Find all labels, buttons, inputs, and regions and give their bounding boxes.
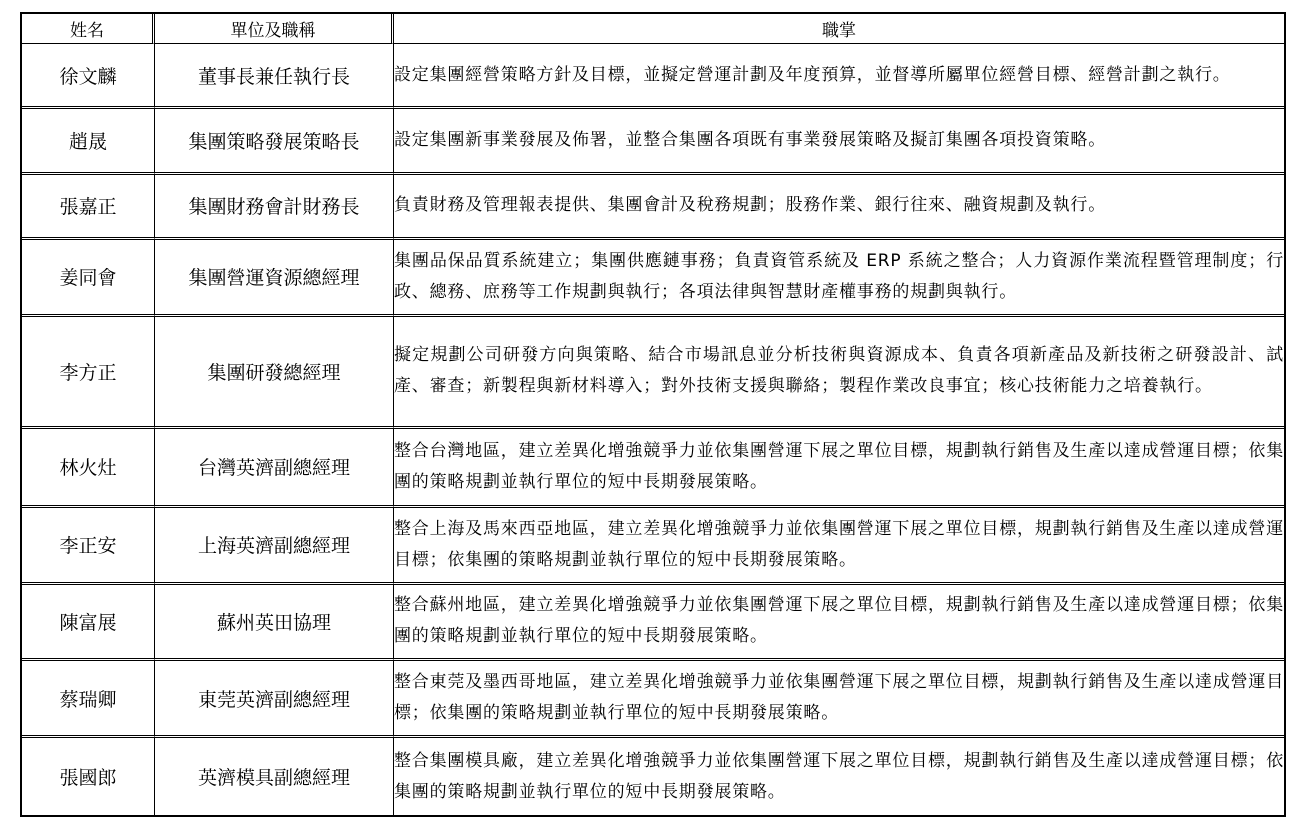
table-row [22,738,1284,815]
cell-title: 東莞英濟副總經理 [155,661,394,738]
table-row [22,175,1284,240]
cell-title: 集團研發總經理 [155,317,394,429]
duties-table [22,14,1284,815]
cell-name: 蔡瑞卿 [22,661,155,738]
cell-duty: 擬定規劃公司研發方向與策略、結合市場訊息並分析技術與資源成本、負責各項新產品及新技術之研發設計、試產、審查；新製程與新材料導入；對外技術支援與聯絡；製程作業改良事宜；核心技術能力之培養執行。 [394,317,1284,429]
table-row [22,661,1284,738]
table-row [22,44,1284,109]
cell-duty: 設定集團經營策略方針及目標，並擬定營運計劃及年度預算，並督導所屬單位經營目標、經營計劃之執行。 [394,44,1284,109]
cell-duty: 整合東莞及墨西哥地區，建立差異化增強競爭力並依集團營運下展之單位目標，規劃執行銷售及生產以達成營運目標；依集團的策略規劃並執行單位的短中長期發展策略。 [394,661,1284,738]
cell-title: 集團財務會計財務長 [155,175,394,240]
header-name: 姓名 [22,14,155,44]
cell-name: 李方正 [22,317,155,429]
table-row [22,429,1284,508]
cell-name: 張嘉正 [22,175,155,240]
cell-title: 英濟模具副總經理 [155,738,394,815]
cell-name: 陳富展 [22,585,155,662]
cell-duty: 集團品保品質系統建立；集團供應鏈事務；負責資管系統及 ERP 系統之整合；人力資源作業流程暨管理制度；行政、總務、庶務等工作規劃與執行；各項法律與智慧財產權事務的規劃與執行。 [394,240,1284,317]
table-row [22,240,1284,317]
cell-title: 上海英濟副總經理 [155,508,394,585]
table-row [22,585,1284,662]
table-row [22,109,1284,174]
cell-duty: 整合台灣地區，建立差異化增強競爭力並依集團營運下展之單位目標，規劃執行銷售及生產以達成營運目標；依集團的策略規劃並執行單位的短中長期發展策略。 [394,429,1284,508]
table-row [22,508,1284,585]
cell-title: 董事長兼任執行長 [155,44,394,109]
cell-title: 蘇州英田協理 [155,585,394,662]
header-duty: 職掌 [394,14,1284,44]
cell-duty: 負責財務及管理報表提供、集團會計及稅務規劃；股務作業、銀行往來、融資規劃及執行。 [394,175,1284,240]
cell-name: 趙晟 [22,109,155,174]
cell-title: 集團營運資源總經理 [155,240,394,317]
cell-title: 台灣英濟副總經理 [155,429,394,508]
cell-name: 姜同會 [22,240,155,317]
cell-name: 林火灶 [22,429,155,508]
table-header-row [22,14,1284,44]
cell-duty: 設定集團新事業發展及佈署，並整合集團各項既有事業發展策略及擬訂集團各項投資策略。 [394,109,1284,174]
duties-table-frame [20,12,1286,817]
cell-duty: 整合集團模具廠，建立差異化增強競爭力並依集團營運下展之單位目標，規劃執行銷售及生產以達成營運目標；依集團的策略規劃並執行單位的短中長期發展策略。 [394,738,1284,815]
cell-duty: 整合上海及馬來西亞地區，建立差異化增強競爭力並依集團營運下展之單位目標，規劃執行銷售及生產以達成營運目標；依集團的策略規劃並執行單位的短中長期發展策略。 [394,508,1284,585]
cell-duty: 整合蘇州地區，建立差異化增強競爭力並依集團營運下展之單位目標，規劃執行銷售及生產以達成營運目標；依集團的策略規劃並執行單位的短中長期發展策略。 [394,585,1284,662]
table-row [22,317,1284,429]
cell-name: 徐文麟 [22,44,155,109]
cell-title: 集團策略發展策略長 [155,109,394,174]
cell-name: 張國郎 [22,738,155,815]
header-title: 單位及職稱 [155,14,394,44]
cell-name: 李正安 [22,508,155,585]
